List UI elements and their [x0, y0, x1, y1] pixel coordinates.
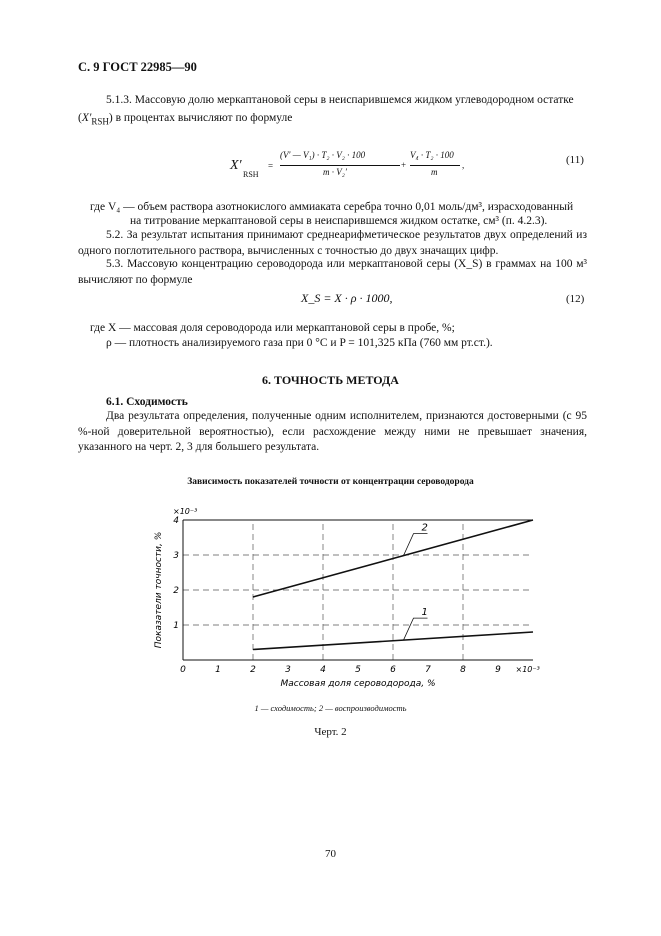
formula-11-number: (11) [566, 154, 584, 166]
paragraph-5-2: 5.2. За результат испытания принимают среднеарифметическое результатов двух определений из одного поглотительного раствора, вычисленных с точностью до двух значащих цифр. [78, 229, 587, 257]
x-tick-label: 3 [285, 665, 291, 675]
formula-11-fraction-line-2 [410, 165, 460, 166]
formula-11-num2: V₄ · T₂ · 100 [410, 150, 454, 160]
page-header: С. 9 ГОСТ 22985—90 [78, 60, 197, 74]
formula-11-eq: = [268, 161, 274, 171]
subsection-6-1-title: 6.1. Сходимость [106, 396, 188, 408]
y-tick-label: 2 [173, 586, 179, 596]
x-tick-label: 9 [495, 665, 501, 675]
y-multiplier: ×10⁻³ [173, 507, 198, 516]
formula-11 [230, 150, 480, 186]
x-tick-label: 7 [425, 665, 431, 675]
formula-11-lhs: X′ [230, 158, 242, 173]
x-tick-label: 1 [215, 665, 221, 675]
page-number: 70 [325, 848, 336, 860]
chart-legend: 1 — сходимость; 2 — воспроизводимость [254, 703, 407, 713]
formula-11-den1: m · V₂′ [323, 167, 347, 177]
y-axis-label: Показатели точности, % [154, 531, 164, 649]
paragraph-5-1-3-line2: $(X'_{RSH})$ в процентах вычисляют по формуле [78, 112, 293, 127]
formula-11-comma: , [462, 160, 465, 170]
formula-11-fraction-line-1 [280, 165, 400, 166]
where-rho: ρ — плотность анализируемого газа при 0 °С и P = 101,325 кПа (760 мм рт.ст.). [106, 337, 493, 349]
figure-title: Зависимость показателей точности от концентрации сероводорода [187, 477, 474, 487]
paragraph-6-1: Два результата определения, полученные одним исполнителем, признаются достоверными (с 95 %-ной доверительной вероятностью), если расхождение между ними не превышает значения, указанного на черт. 2, 3 для большего результата. [78, 410, 587, 453]
x-axis-label: Массовая доля сероводорода, % [280, 679, 436, 689]
var-x-rsh: X′ [81, 112, 92, 124]
x-tick-label: 0 [180, 665, 186, 675]
x-tick-label: 4 [320, 665, 326, 675]
sub-rsh: RSH [91, 116, 109, 127]
series-leader-1 [404, 618, 428, 640]
accuracy-chart [145, 500, 545, 700]
y-tick-label: 3 [173, 551, 179, 561]
x-tick-label: 6 [390, 665, 396, 675]
where-x: где X — массовая доля сероводорода или меркаптановой серы в пробе, %; [90, 322, 455, 334]
paragraph-5-1-3: 5.1.3. Массовую долю меркаптановой серы в неиспарившемся жидком углеводородном остатке [106, 94, 574, 106]
formula-11-plus: + [401, 160, 407, 170]
paragraph-5-1-3-cont: в процентах вычисляют по формуле [115, 112, 293, 124]
y-tick-label: 4 [173, 516, 179, 526]
series-label-1: 1 [421, 607, 428, 619]
x-tick-label: 5 [355, 665, 361, 675]
formula-11-num1: (V′ — V₁) · T₂ · V₂ · 100 [280, 150, 366, 160]
x-tick-label: 8 [460, 665, 466, 675]
formula-11-lhs-sub: RSH [243, 170, 259, 179]
chart-grid [183, 520, 533, 660]
series-label-2: 2 [421, 522, 428, 534]
x-multiplier: ×10⁻³ [515, 665, 540, 674]
chart-ticks [173, 516, 501, 675]
figure-caption: Черт. 2 [314, 726, 347, 738]
formula-12: X_S = X · ρ · 1000, [301, 291, 393, 305]
where-v4-cont: на титрование меркаптановой серы в неиспарившемся жидком остатке, см³ (п. 4.2.3). [130, 215, 548, 227]
y-tick-label: 1 [173, 621, 179, 631]
where-v4: где V₄ — объем раствора азотнокислого аммиаката серебра точно 0,01 моль/дм³, израсходованный [90, 201, 574, 213]
x-tick-label: 2 [250, 665, 256, 675]
formula-12-number: (12) [566, 293, 585, 305]
section-6-title: 6. ТОЧНОСТЬ МЕТОДА [262, 373, 399, 387]
paragraph-5-3: 5.3. Массовую концентрацию сероводорода или меркаптановой серы (X_S) в граммах на 100 м³ вычисляют по формуле [78, 258, 587, 286]
formula-11-den2: m [431, 167, 438, 177]
